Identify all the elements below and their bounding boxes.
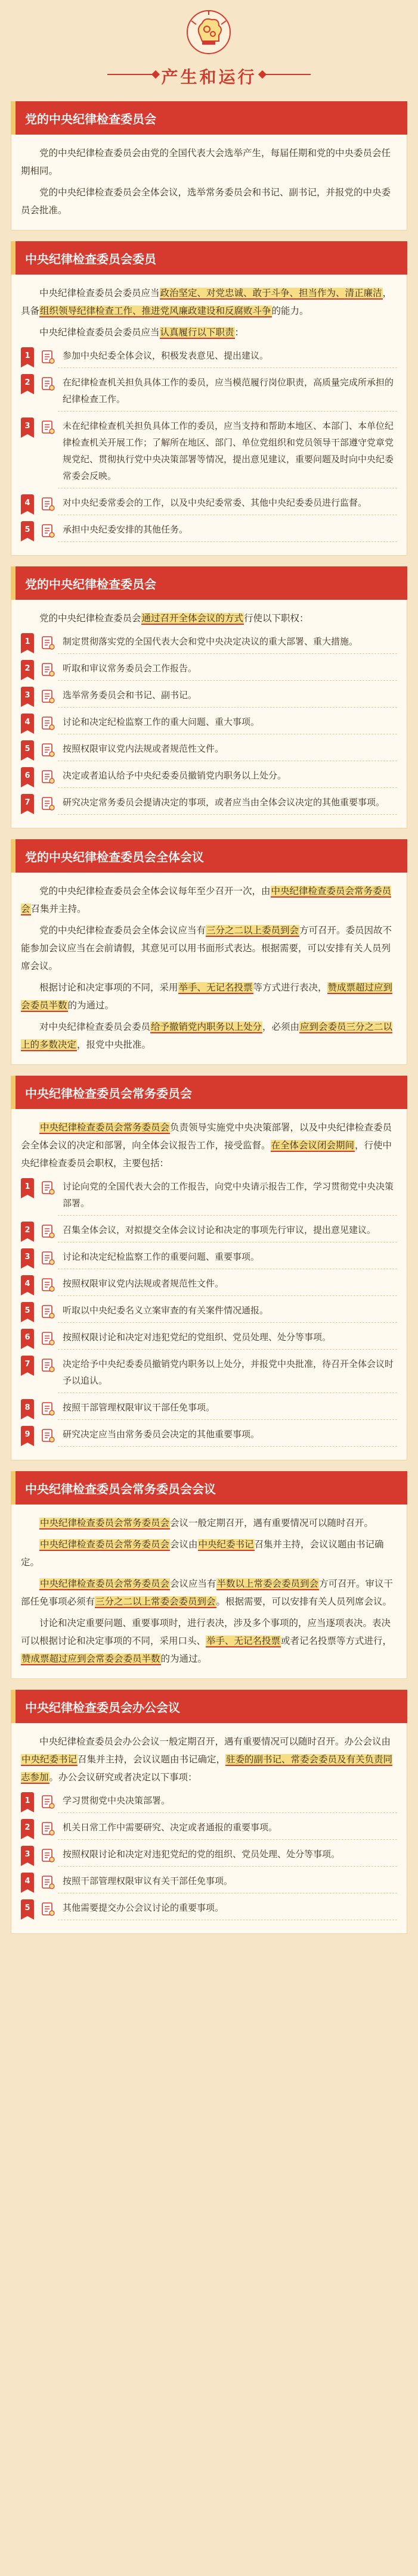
item-number: 9 bbox=[21, 1426, 34, 1443]
item-number: 7 bbox=[21, 1356, 34, 1372]
list-item bbox=[21, 714, 397, 734]
ribbon-number-icon bbox=[21, 1792, 38, 1811]
item-number: 3 bbox=[21, 1248, 34, 1265]
section-title: 中央纪律检查委员会办公会议 bbox=[11, 1690, 407, 1723]
list-item bbox=[21, 660, 397, 681]
ribbon-number-icon bbox=[21, 1248, 38, 1267]
document-icon bbox=[38, 633, 58, 652]
list-item bbox=[21, 1222, 397, 1242]
section-paragraph: 中央纪律检查委员会委员应当政治坚定、对党忠诚、敢于斗争、担当作为、清正廉洁，具备组织领导纪律检查工作、推进党风廉政建设和反腐败斗争的能力。 bbox=[21, 288, 392, 316]
list-item bbox=[21, 687, 397, 708]
section-paragraph: 党的中央纪律检查委员会全体会议每年至少召开一次，由中央纪律检查委员会常务委员会召集并主持。 bbox=[21, 886, 392, 914]
item-text: 参加中央纪委全体会议，积极发表意见、提出建议。 bbox=[58, 347, 397, 368]
section-card bbox=[11, 1723, 407, 1934]
ribbon-number-icon bbox=[21, 714, 38, 733]
document-icon bbox=[38, 794, 58, 813]
ribbon-number-icon bbox=[21, 740, 38, 759]
list-item bbox=[21, 374, 397, 412]
document-icon bbox=[38, 714, 58, 733]
document-icon bbox=[38, 1248, 58, 1267]
document-icon bbox=[38, 1873, 58, 1892]
ribbon-number-icon bbox=[21, 1329, 38, 1348]
ribbon-number-icon bbox=[21, 1819, 38, 1838]
item-text: 对中央纪委常委会的工作，以及中央纪委常委、其他中央纪委委员进行监督。 bbox=[58, 494, 397, 515]
list-item bbox=[21, 1178, 397, 1216]
section-paragraph: 中央纪律检查委员会委员应当认真履行以下职责： bbox=[39, 327, 244, 338]
ribbon-number-icon bbox=[21, 1275, 38, 1294]
page-title: 产生和运行 bbox=[161, 67, 257, 87]
item-number: 2 bbox=[21, 660, 34, 677]
item-text: 按照权限审议党内法规或者规范性文件。 bbox=[58, 740, 397, 761]
ribbon-number-icon bbox=[21, 1178, 38, 1197]
list-item bbox=[21, 1275, 397, 1296]
ribbon-number-icon bbox=[21, 1426, 38, 1445]
item-text: 听取以中央纪委名义立案审查的有关案件情况通报。 bbox=[58, 1302, 397, 1323]
item-text: 学习贯彻党中央决策部署。 bbox=[58, 1792, 397, 1813]
list-item bbox=[21, 1819, 397, 1840]
section-title: 中央纪律检查委员会常务委员会会议 bbox=[11, 1471, 407, 1505]
item-number: 1 bbox=[21, 1792, 34, 1809]
ribbon-number-icon bbox=[21, 1846, 38, 1865]
item-number: 5 bbox=[21, 1899, 34, 1916]
document-icon bbox=[38, 347, 58, 366]
ribbon-number-icon bbox=[21, 347, 38, 366]
item-text: 决定给予中央纪委委员撤销党内职务以上处分，并报党中央批准，待召开全体会议时予以追认。 bbox=[58, 1356, 397, 1393]
list-item bbox=[21, 767, 397, 788]
section-title: 党的中央纪律检查委员会 bbox=[11, 101, 407, 135]
item-text: 其他需要提交办公会议讨论的重要事项。 bbox=[58, 1899, 397, 1920]
document-icon bbox=[38, 1275, 58, 1294]
item-text: 听取和审议常务委员会工作报告。 bbox=[58, 660, 397, 681]
item-text: 决定或者追认给予中央纪委委员撤销党内职务以上处分。 bbox=[58, 767, 397, 788]
item-number: 4 bbox=[21, 714, 34, 730]
item-number: 5 bbox=[21, 521, 34, 538]
list-item bbox=[21, 418, 397, 488]
document-icon bbox=[38, 1819, 58, 1838]
section-paragraph: 中央纪律检查委员会办公会议一般定期召开，遇有重要情况可以随时召开。办公会议由中央纪委书记召集并主持，会议议题由书记确定，驻委的副书记、常委会委员及有关负责同志参加。办公会议研究或者决定以下事项： bbox=[21, 1736, 393, 1783]
list-item bbox=[21, 1302, 397, 1323]
list-item bbox=[21, 494, 397, 515]
section-card bbox=[11, 873, 407, 1065]
section-card bbox=[11, 600, 407, 828]
section-card bbox=[11, 1505, 407, 1679]
section-title: 党的中央纪律检查委员会全体会议 bbox=[11, 839, 407, 873]
list-item bbox=[21, 1426, 397, 1447]
document-icon bbox=[38, 687, 58, 706]
section-card bbox=[11, 275, 407, 556]
title-divider-right bbox=[263, 74, 311, 75]
list-item bbox=[21, 1329, 397, 1350]
item-text: 按照权限讨论和决定对违犯党纪的党的组织、党员处理、处分等事项。 bbox=[58, 1846, 397, 1867]
section-paragraph: 党的中央纪律检查委员会通过召开全体会议的方式行使以下职权： bbox=[39, 613, 309, 624]
ribbon-number-icon bbox=[21, 767, 38, 786]
document-icon bbox=[38, 1399, 58, 1418]
document-icon bbox=[38, 1302, 58, 1321]
ribbon-number-icon bbox=[21, 1899, 38, 1918]
item-number: 8 bbox=[21, 1399, 34, 1416]
item-number: 5 bbox=[21, 1302, 34, 1319]
document-icon bbox=[38, 521, 58, 540]
item-text: 制定贯彻落实党的全国代表大会和党中央决定决议的重大部署、重大措施。 bbox=[58, 633, 397, 654]
list-item bbox=[21, 740, 397, 761]
item-text: 研究决定应当由常务委员会决定的其他重要事项。 bbox=[58, 1426, 397, 1447]
ribbon-number-icon bbox=[21, 418, 38, 437]
content bbox=[11, 101, 407, 1934]
item-number: 7 bbox=[21, 794, 34, 811]
document-icon bbox=[38, 494, 58, 513]
list-item bbox=[21, 1356, 397, 1393]
item-number: 1 bbox=[21, 633, 34, 650]
section-title: 党的中央纪律检查委员会 bbox=[11, 566, 407, 600]
item-number: 1 bbox=[21, 1178, 34, 1195]
item-number: 2 bbox=[21, 374, 34, 391]
item-number: 4 bbox=[21, 494, 34, 511]
item-number: 6 bbox=[21, 767, 34, 784]
ribbon-number-icon bbox=[21, 633, 38, 652]
ribbon-number-icon bbox=[21, 494, 38, 513]
item-text: 按照干部管理权限审议干部任免事项。 bbox=[58, 1399, 397, 1420]
item-text: 承担中央纪委安排的其他任务。 bbox=[58, 521, 397, 542]
ribbon-number-icon bbox=[21, 521, 38, 540]
document-icon bbox=[38, 418, 58, 437]
section-paragraph: 对中央纪律检查委员会委员给予撤销党内职务以上处分，必须由应到会委员三分之二以上的多数决定，报党中央批准。 bbox=[21, 1021, 393, 1050]
item-number: 1 bbox=[21, 347, 34, 364]
list-item bbox=[21, 633, 397, 654]
list-item bbox=[21, 1248, 397, 1269]
document-icon bbox=[38, 374, 58, 393]
document-icon bbox=[38, 1222, 58, 1241]
item-text: 讨论向党的全国代表大会的工作报告，向党中央请示报告工作，学习贯彻党中央决策部署。 bbox=[58, 1178, 397, 1216]
section-paragraph: 中央纪律检查委员会常务委员会负责领导实施党中央决策部署，以及中央纪律检查委员会全体会议的决定和部署，向全体会议报告工作，接受监督。在全体会议闭会期间，行使中央纪律检查委员会职权，主要包括： bbox=[21, 1122, 392, 1169]
section-paragraph: 党的中央纪律检查委员会全体会议应当有三分之二以上委员到会方可召开。委员因故不能参加会议应当在会前请假，其意见可以用书面形式表达。根据需要，可以安排有关人员列席会议。 bbox=[21, 925, 392, 971]
item-text: 召集全体会议，对拟提交全体会议讨论和决定的事项先行审议，提出意见建议。 bbox=[58, 1222, 397, 1242]
document-icon bbox=[38, 1846, 58, 1865]
item-text: 按照权限审议党内法规或者规范性文件。 bbox=[58, 1275, 397, 1296]
document-icon bbox=[38, 1329, 58, 1348]
item-text: 研究决定常务委员会提请决定的事项，或者应当由全体会议决定的其他重要事项。 bbox=[58, 794, 397, 815]
ribbon-number-icon bbox=[21, 1222, 38, 1241]
section-paragraph: 讨论和决定重要问题、重要事项时，进行表决，涉及多个事项的，应当逐项表决。表决可以根据讨论和决定事项的不同，采用口头、举手、无记名投票或者记名投票等方式进行，赞成票超过应到会常委会委员半数的为通过。 bbox=[21, 1618, 392, 1664]
item-number: 2 bbox=[21, 1222, 34, 1238]
document-icon bbox=[38, 1426, 58, 1445]
list-item bbox=[21, 1899, 397, 1920]
list-item bbox=[21, 1846, 397, 1867]
document-icon bbox=[38, 767, 58, 786]
section-paragraph: 党的中央纪律检查委员会由党的全国代表大会选举产生，每届任期和党的中央委员会任期相同。 bbox=[21, 148, 391, 176]
item-text: 未在纪律检查机关担负具体工作的委员，应当支持和帮助本地区、本部门、本单位纪律检查机关开展工作；了解所在地区、部门、单位党组织和党员领导干部遵守党章党规党纪、贯彻执行党中央决策部署等情况，提出意见建议，重要问题及时向中央纪委常委会反映。 bbox=[58, 418, 397, 488]
section-paragraph: 中央纪律检查委员会常务委员会会议由中央纪委书记召集并主持，会议议题由书记确定。 bbox=[21, 1539, 384, 1568]
item-number: 4 bbox=[21, 1873, 34, 1889]
section-card bbox=[11, 135, 407, 230]
section-title: 中央纪律检查委员会委员 bbox=[11, 241, 407, 275]
item-text: 讨论和决定纪检监察工作的重要问题、重要事项。 bbox=[58, 1248, 397, 1269]
item-number: 3 bbox=[21, 418, 34, 434]
document-icon bbox=[38, 1356, 58, 1375]
list-item bbox=[21, 521, 397, 542]
list-item bbox=[21, 1399, 397, 1420]
item-text: 选举常务委员会和书记、副书记。 bbox=[58, 687, 397, 708]
ribbon-number-icon bbox=[21, 374, 38, 393]
section-paragraph: 中央纪律检查委员会常务委员会会议应当有半数以上常委会委员到会方可召开。审议干部任免事项必须有三分之二以上常委会委员到会。根据需要，可以安排有关人员列席会议。 bbox=[21, 1578, 394, 1607]
item-text: 按照干部管理权限审议有关干部任免事项。 bbox=[58, 1873, 397, 1893]
document-icon bbox=[38, 660, 58, 679]
ribbon-number-icon bbox=[21, 794, 38, 813]
document-icon bbox=[38, 1178, 58, 1197]
section-paragraph: 中央纪律检查委员会常务委员会会议一般定期召开，遇有重要情况可以随时召开。 bbox=[40, 1518, 374, 1528]
ribbon-number-icon bbox=[21, 1356, 38, 1375]
ribbon-number-icon bbox=[21, 1399, 38, 1418]
section-card bbox=[11, 1109, 407, 1460]
item-number: 3 bbox=[21, 1846, 34, 1862]
section-paragraph: 党的中央纪律检查委员会全体会议，选举常务委员会和书记、副书记，并报党的中央委员会批准。 bbox=[21, 187, 391, 216]
item-number: 4 bbox=[21, 1275, 34, 1292]
ribbon-number-icon bbox=[21, 660, 38, 679]
section-title: 中央纪律检查委员会常务委员会 bbox=[11, 1076, 407, 1109]
section-paragraph: 根据讨论和决定事项的不同，采用举手、无记名投票等方式进行表决，赞成票超过应到会委员半数的为通过。 bbox=[21, 982, 393, 1011]
document-icon bbox=[38, 1899, 58, 1918]
ribbon-number-icon bbox=[21, 687, 38, 706]
list-item bbox=[21, 1873, 397, 1893]
list-item bbox=[21, 347, 397, 368]
item-number: 2 bbox=[21, 1819, 34, 1836]
item-number: 5 bbox=[21, 740, 34, 757]
item-text: 讨论和决定纪检监察工作的重大问题、重大事项。 bbox=[58, 714, 397, 734]
list-item bbox=[21, 1792, 397, 1813]
document-icon bbox=[38, 740, 58, 759]
ribbon-number-icon bbox=[21, 1302, 38, 1321]
item-number: 3 bbox=[21, 687, 34, 703]
document-icon bbox=[38, 1792, 58, 1811]
item-text: 按照权限讨论和决定对违犯党纪的党组织、党员处理、处分等事项。 bbox=[58, 1329, 397, 1350]
item-text: 机关日常工作中需要研究、决定或者通报的重要事项。 bbox=[58, 1819, 397, 1840]
list-item bbox=[21, 794, 397, 815]
item-text: 在纪律检查机关担负具体工作的委员，应当模范履行岗位职责，高质量完成所承担的纪律检查工作。 bbox=[58, 374, 397, 412]
ribbon-number-icon bbox=[21, 1873, 38, 1892]
item-number: 6 bbox=[21, 1329, 34, 1345]
brain-gears-icon bbox=[185, 8, 233, 56]
